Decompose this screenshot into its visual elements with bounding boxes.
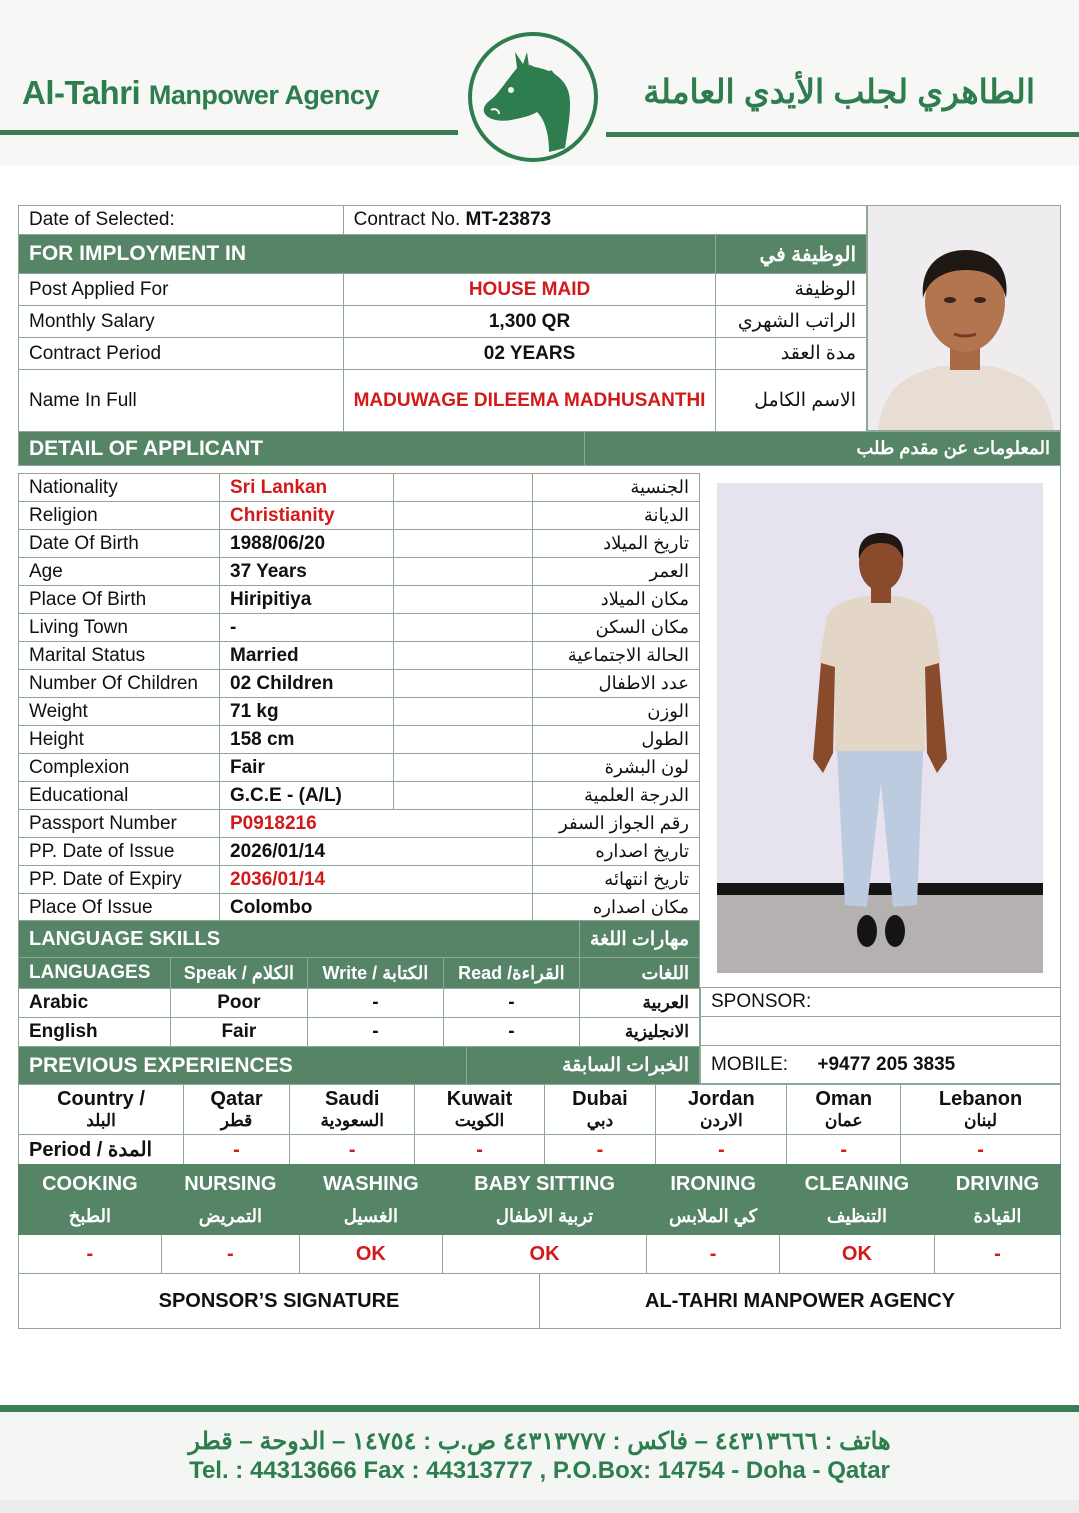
col-languages-ar: اللغات <box>579 958 699 989</box>
applicant-field-value: P0918216 <box>220 810 533 838</box>
country-label-cell <box>19 1085 184 1135</box>
applicant-field-label: Religion <box>19 502 220 530</box>
skill-header <box>779 1165 934 1235</box>
salary-label-ar: الراتب الشهري <box>716 306 867 338</box>
experience-header-en: PREVIOUS EXPERIENCES <box>19 1047 467 1085</box>
applicant-field-extra <box>394 474 533 502</box>
employment-table <box>18 205 867 432</box>
letterhead-rule-right <box>606 132 1079 137</box>
applicant-row <box>19 894 700 922</box>
applicant-header-en: DETAIL OF APPLICANT <box>19 432 585 466</box>
applicant-row <box>19 726 700 754</box>
employment-row <box>19 306 867 338</box>
applicant-field-value: 71 kg <box>220 698 394 726</box>
applicant-field-label-ar: الطول <box>533 726 700 754</box>
language-write: - <box>307 1018 443 1047</box>
applicant-field-extra <box>394 614 533 642</box>
employment-header-ar: الوظيفة في <box>716 235 867 274</box>
skill-value: - <box>19 1235 162 1274</box>
applicant-row <box>19 782 700 810</box>
language-speak: Fair <box>170 1018 307 1047</box>
applicant-field-label: Complexion <box>19 754 220 782</box>
full-name-label: Name In Full <box>19 370 344 432</box>
letterhead <box>0 0 1079 165</box>
applicant-row <box>19 642 700 670</box>
country-cell <box>290 1085 415 1135</box>
applicant-full-body-photo <box>717 483 1043 973</box>
applicant-field-value: 37 Years <box>220 558 394 586</box>
language-name-ar: الانجليزية <box>579 1018 699 1047</box>
country-name-ar: السعودية <box>320 1110 384 1130</box>
agency-name-rest: Manpower Agency <box>148 80 379 110</box>
post-label-ar: الوظيفة <box>716 274 867 306</box>
sponsor-label: SPONSOR: <box>711 991 812 1012</box>
country-name-en: Oman <box>815 1087 873 1110</box>
applicant-field-label-ar: العمر <box>533 558 700 586</box>
skill-value: OK <box>442 1235 647 1274</box>
language-read: - <box>443 1018 579 1047</box>
applicant-field-extra <box>394 502 533 530</box>
skill-header <box>442 1165 647 1235</box>
applicant-field-label: Educational <box>19 782 220 810</box>
country-name-ar: لبنان <box>963 1110 998 1130</box>
language-row <box>19 989 700 1018</box>
country-name-en: Kuwait <box>446 1087 513 1110</box>
skills-value-row <box>19 1235 1061 1274</box>
applicant-field-label-ar: عدد الاطفال <box>533 670 700 698</box>
applicant-row <box>19 558 700 586</box>
applicant-details-table <box>18 473 700 922</box>
applicant-field-value: 158 cm <box>220 726 394 754</box>
period-value: - <box>290 1135 415 1165</box>
experience-header-ar: الخبرات السابقة <box>467 1047 700 1085</box>
country-label-ar: البلد <box>86 1110 116 1130</box>
skill-name-ar: تربية الاطفال <box>495 1205 594 1226</box>
country-name-ar: الاردن <box>700 1110 743 1130</box>
country-cell <box>184 1085 290 1135</box>
agency-signature-label: AL-TAHRI MANPOWER AGENCY <box>540 1274 1061 1329</box>
footer-contact-ar: هاتف : ٤٤٣١٣٦٦٦ – فاكس : ٤٤٣١٣٧٧٧ ص.ب : ١٤٧٥٤ – الدوحة – قطر <box>188 1428 891 1455</box>
mobile-row <box>701 1046 1061 1084</box>
applicant-field-label: PP. Date of Expiry <box>19 866 220 894</box>
applicant-field-value: Christianity <box>220 502 394 530</box>
language-row <box>19 1018 700 1047</box>
country-name-ar: عمان <box>824 1110 863 1130</box>
applicant-field-value: 1988/06/20 <box>220 530 394 558</box>
period-value: - <box>901 1135 1061 1165</box>
sponsor-blank-row <box>701 1017 1061 1046</box>
skill-name-ar: الطبخ <box>68 1205 112 1226</box>
skill-name-ar: كي الملابس <box>669 1205 758 1226</box>
mobile-label: MOBILE: <box>711 1053 789 1075</box>
applicant-field-extra <box>394 670 533 698</box>
country-cell <box>787 1085 901 1135</box>
applicant-row <box>19 670 700 698</box>
period-value: - <box>184 1135 290 1165</box>
employment-row <box>19 274 867 306</box>
skill-name-ar: التمريض <box>198 1205 263 1226</box>
applicant-field-value: Sri Lankan <box>220 474 394 502</box>
full-name-label-ar: الاسم الكامل <box>716 370 867 432</box>
applicant-field-value: G.C.E - (A/L) <box>220 782 394 810</box>
agency-name-main: Al-Tahri <box>22 74 141 111</box>
applicant-row <box>19 698 700 726</box>
country-name-ar: الكويت <box>454 1110 505 1130</box>
country-name-ar: قطر <box>220 1110 253 1130</box>
applicant-field-label-ar: الوزن <box>533 698 700 726</box>
col-languages: LANGUAGES <box>19 958 171 989</box>
country-name-en: Qatar <box>210 1087 263 1110</box>
applicant-header <box>18 431 1061 466</box>
applicant-row <box>19 530 700 558</box>
applicant-field-label: Height <box>19 726 220 754</box>
skill-name-en: WASHING <box>323 1172 419 1195</box>
post-label: Post Applied For <box>19 274 344 306</box>
full-body-image-icon <box>717 483 1043 973</box>
salary-value: 1,300 QR <box>343 306 716 338</box>
skill-value: OK <box>300 1235 443 1274</box>
applicant-field-extra <box>394 782 533 810</box>
sponsor-signature-label: SPONSOR’S SIGNATURE <box>19 1274 540 1329</box>
skill-header <box>647 1165 780 1235</box>
applicant-field-label: Living Town <box>19 614 220 642</box>
mobile-value: +9477 205 3835 <box>817 1053 956 1075</box>
skills-table <box>18 1164 1061 1274</box>
applicant-field-label-ar: مكان اصداره <box>533 894 700 922</box>
date-selected-cell <box>19 206 344 235</box>
footer-rule <box>0 1405 1079 1412</box>
country-name-en: Dubai <box>572 1087 628 1110</box>
portrait-image-icon <box>868 206 1061 431</box>
applicant-field-extra <box>394 642 533 670</box>
col-write: Write / الكتابة <box>307 958 443 989</box>
contract-no-cell <box>343 206 866 235</box>
applicant-row <box>19 586 700 614</box>
skill-value: - <box>934 1235 1060 1274</box>
applicant-field-label-ar: تاريخ اصداره <box>533 838 700 866</box>
col-speak: Speak / الكلام <box>170 958 307 989</box>
language-name: Arabic <box>19 989 171 1018</box>
agency-name-en <box>22 74 379 112</box>
language-read: - <box>443 989 579 1018</box>
period-value: - <box>656 1135 787 1165</box>
skill-name-en: IRONING <box>670 1172 756 1195</box>
employment-header <box>19 235 867 274</box>
period-label: Period / المدة <box>19 1135 184 1165</box>
employment-header-en: FOR IMPLOYMENT IN <box>19 235 716 274</box>
applicant-row <box>19 810 700 838</box>
applicant-row <box>19 614 700 642</box>
period-value: - <box>415 1135 544 1165</box>
skill-name-en: COOKING <box>42 1172 138 1195</box>
applicant-field-label: Passport Number <box>19 810 220 838</box>
skills-header-row <box>19 1165 1061 1235</box>
applicant-row <box>19 474 700 502</box>
skill-name-ar: الغسيل <box>343 1205 399 1226</box>
country-cell <box>901 1085 1061 1135</box>
applicant-field-extra <box>394 586 533 614</box>
language-name: English <box>19 1018 171 1047</box>
language-header <box>19 921 700 958</box>
language-speak: Poor <box>170 989 307 1018</box>
language-columns <box>19 958 700 989</box>
skill-header <box>19 1165 162 1235</box>
applicant-field-label-ar: تاريخ انتهائه <box>533 866 700 894</box>
applicant-field-label-ar: تاريخ الميلاد <box>533 530 700 558</box>
applicant-field-label-ar: مكان السكن <box>533 614 700 642</box>
skill-name-en: BABY SITTING <box>474 1172 615 1195</box>
applicant-field-value: Colombo <box>220 894 533 922</box>
applicant-field-extra <box>394 754 533 782</box>
country-name-en: Jordan <box>688 1087 755 1110</box>
applicant-field-label: Age <box>19 558 220 586</box>
salary-label: Monthly Salary <box>19 306 344 338</box>
contract-period-label-ar: مدة العقد <box>716 338 867 370</box>
applicant-field-label-ar: مكان الميلاد <box>533 586 700 614</box>
sponsor-cell <box>701 988 1061 1017</box>
skill-header <box>934 1165 1060 1235</box>
letterhead-footer <box>0 1405 1079 1500</box>
date-selected-label: Date of Selected: <box>29 209 175 230</box>
applicant-field-label-ar: الديانة <box>533 502 700 530</box>
applicant-field-extra <box>394 726 533 754</box>
applicant-field-label-ar: الجنسية <box>533 474 700 502</box>
country-names-row <box>19 1085 1061 1135</box>
applicant-field-extra <box>394 558 533 586</box>
contract-period-label: Contract Period <box>19 338 344 370</box>
applicant-field-value: Fair <box>220 754 394 782</box>
applicant-field-label-ar: رقم الجواز السفر <box>533 810 700 838</box>
skill-value: - <box>161 1235 299 1274</box>
skill-header <box>161 1165 299 1235</box>
applicant-field-label-ar: الدرجة العلمية <box>533 782 700 810</box>
country-label-en: Country / <box>57 1087 145 1110</box>
applicant-field-extra <box>394 698 533 726</box>
applicant-row <box>19 502 700 530</box>
horse-head-logo-icon <box>465 30 602 164</box>
country-name-ar: دبي <box>586 1110 614 1130</box>
applicant-field-label: Place Of Birth <box>19 586 220 614</box>
applicant-field-extra <box>394 530 533 558</box>
skill-name-en: NURSING <box>184 1172 277 1195</box>
applicant-row <box>19 754 700 782</box>
applicant-field-label-ar: الحالة الاجتماعية <box>533 642 700 670</box>
country-name-en: Lebanon <box>938 1087 1023 1110</box>
applicant-field-value: 2026/01/14 <box>220 838 533 866</box>
skill-name-en: DRIVING <box>955 1172 1040 1195</box>
language-header-ar: مهارات اللغة <box>579 921 699 958</box>
letterhead-rule-left <box>0 130 458 135</box>
skill-name-ar: القيادة <box>973 1205 1022 1226</box>
applicant-row <box>19 838 700 866</box>
contract-no-label: Contract No. <box>353 209 461 230</box>
language-name-ar: العربية <box>579 989 699 1018</box>
applicant-field-label: Nationality <box>19 474 220 502</box>
sponsor-row <box>701 988 1061 1017</box>
signature-table <box>18 1273 1061 1329</box>
applicant-field-value: Hiripitiya <box>220 586 394 614</box>
skill-header <box>300 1165 443 1235</box>
applicant-field-value: 02 Children <box>220 670 394 698</box>
applicant-field-label: Marital Status <box>19 642 220 670</box>
contract-period-value: 02 YEARS <box>343 338 716 370</box>
period-value: - <box>544 1135 656 1165</box>
employment-row <box>19 370 867 432</box>
applicant-field-label: Date Of Birth <box>19 530 220 558</box>
applicant-field-value: Married <box>220 642 394 670</box>
experience-table <box>18 1084 1061 1165</box>
language-skills-table <box>18 920 700 1047</box>
country-cell <box>415 1085 544 1135</box>
language-header-en: LANGUAGE SKILLS <box>19 921 580 958</box>
skill-value: - <box>647 1235 780 1274</box>
applicant-field-label: Place Of Issue <box>19 894 220 922</box>
applicant-header-ar: المعلومات عن مقدم طلب <box>584 432 1060 466</box>
col-read: Read /القراءة <box>443 958 579 989</box>
mobile-cell <box>701 1046 1061 1084</box>
applicant-field-label: PP. Date of Issue <box>19 838 220 866</box>
period-value: - <box>787 1135 901 1165</box>
footer-contact-en: Tel. : 44313666 Fax : 44313777 , P.O.Box: 14754 - Doha - Qatar <box>189 1457 890 1484</box>
language-write: - <box>307 989 443 1018</box>
agency-name-ar: الطاهري لجلب الأيدي العاملة <box>643 73 1035 110</box>
applicant-row <box>19 866 700 894</box>
country-name-en: Saudi <box>325 1087 380 1110</box>
applicant-field-label: Number Of Children <box>19 670 220 698</box>
period-row <box>19 1135 1061 1165</box>
applicant-portrait-photo <box>867 205 1061 431</box>
contract-no-value: MT-23873 <box>465 209 552 230</box>
page-bottom-strip <box>0 1500 1079 1513</box>
country-cell <box>656 1085 787 1135</box>
applicant-field-label: Weight <box>19 698 220 726</box>
full-name-value: MADUWAGE DILEEMA MADHUSANTHI <box>343 370 716 432</box>
applicant-field-value: - <box>220 614 394 642</box>
skill-value: OK <box>779 1235 934 1274</box>
skill-name-en: CLEANING <box>804 1172 910 1195</box>
sponsor-table <box>700 987 1061 1084</box>
post-value: HOUSE MAID <box>343 274 716 306</box>
applicant-field-value: 2036/01/14 <box>220 866 533 894</box>
skill-name-ar: التنظيف <box>826 1205 887 1226</box>
applicant-field-label-ar: لون البشرة <box>533 754 700 782</box>
employment-row <box>19 338 867 370</box>
country-cell <box>544 1085 656 1135</box>
experience-header <box>18 1046 700 1085</box>
